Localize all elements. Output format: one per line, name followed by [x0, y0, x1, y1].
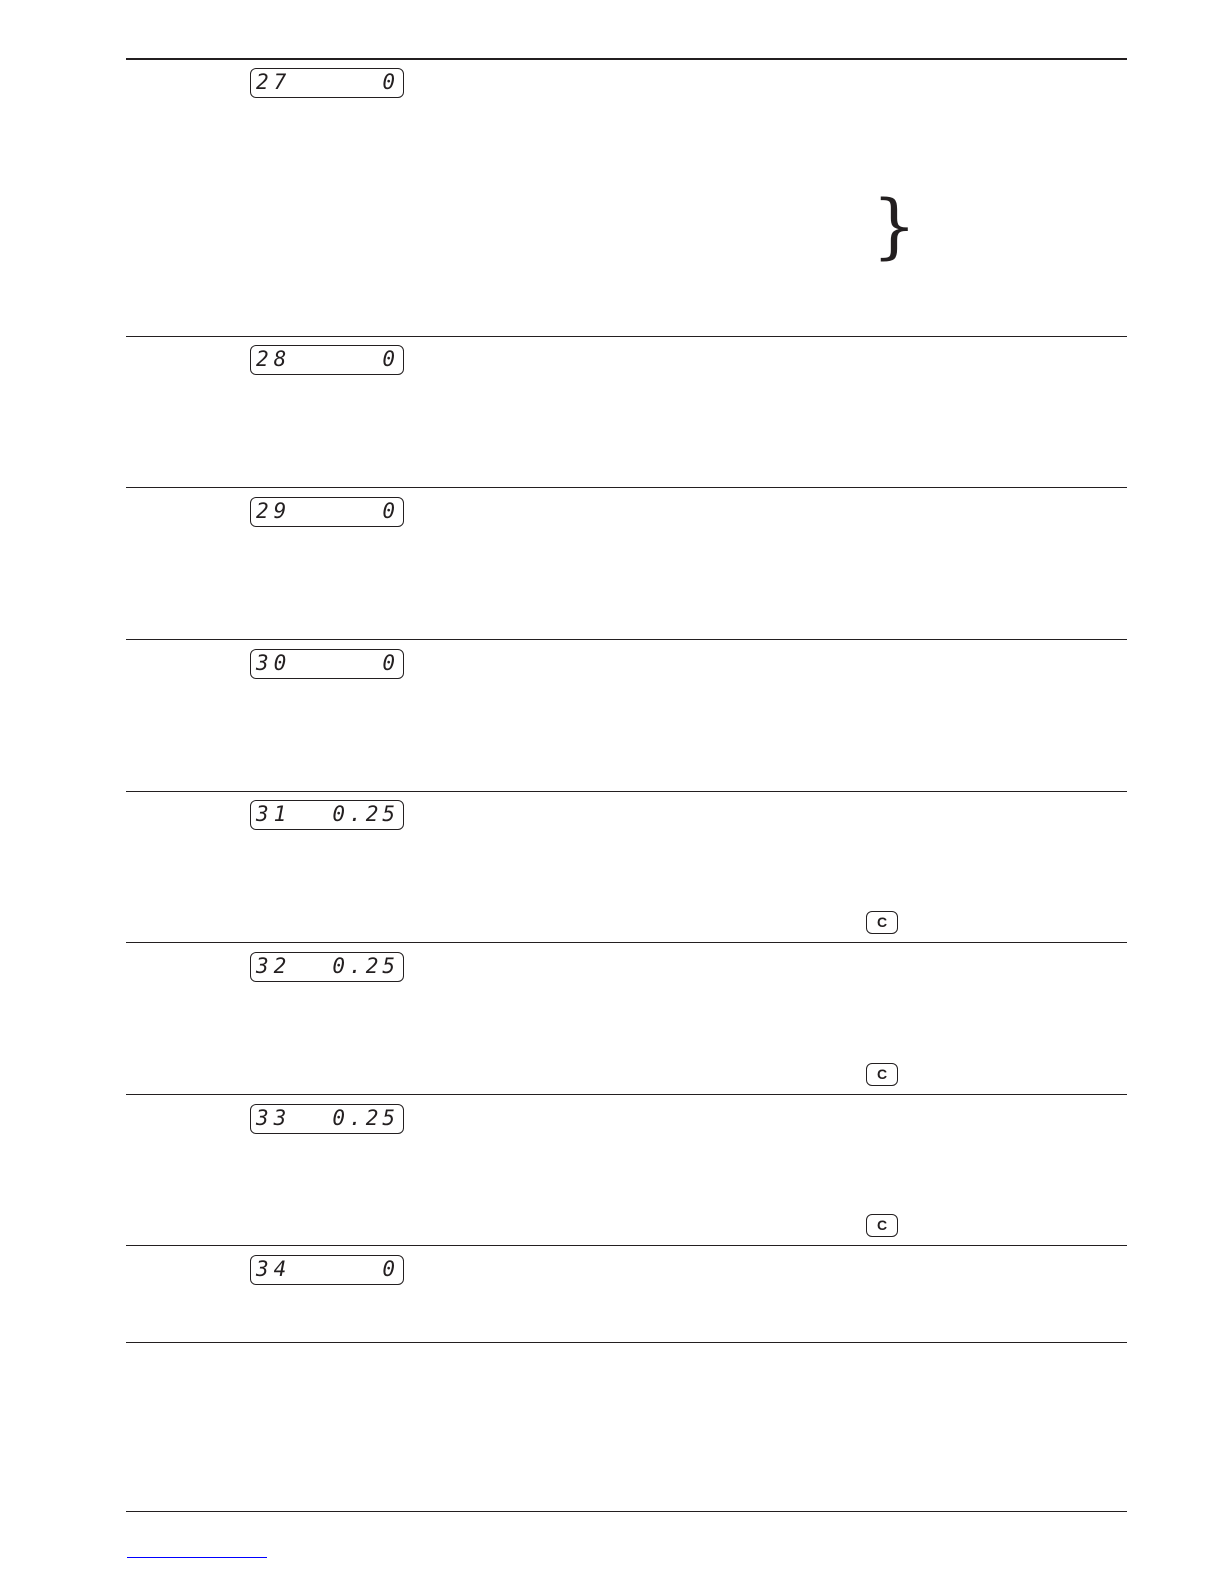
- parameter-value: 0: [382, 347, 399, 371]
- parameter-value: 0: [382, 651, 399, 675]
- row-divider: [126, 942, 1127, 943]
- parameter-value: 0: [382, 1257, 399, 1281]
- top-rule: [126, 58, 1127, 60]
- curly-brace: }: [872, 185, 917, 267]
- lcd-display-33: [250, 1104, 404, 1134]
- footer-link[interactable]: [127, 1557, 267, 1558]
- c-key-button[interactable]: C: [866, 1063, 898, 1086]
- parameter-value: 0.25: [332, 1106, 399, 1130]
- c-key-button[interactable]: C: [866, 911, 898, 934]
- row-divider: [126, 791, 1127, 792]
- row-divider: [126, 336, 1127, 337]
- parameter-value: 0.25: [332, 802, 399, 826]
- row-divider: [126, 639, 1127, 640]
- row-divider: [126, 1245, 1127, 1246]
- parameter-code: 29: [256, 499, 292, 523]
- row-divider: [126, 1094, 1127, 1095]
- parameter-code: 33: [256, 1106, 292, 1130]
- lcd-display-29: [250, 497, 404, 527]
- parameter-value: 0: [382, 499, 399, 523]
- parameter-code: 30: [256, 651, 292, 675]
- parameter-code: 28: [256, 347, 292, 371]
- lcd-display-32: [250, 952, 404, 982]
- row-divider: [126, 487, 1127, 488]
- parameter-code: 27: [256, 70, 292, 94]
- parameter-value: 0: [382, 70, 399, 94]
- c-key-button[interactable]: C: [866, 1214, 898, 1237]
- lcd-display-30: [250, 649, 404, 679]
- lcd-display-34: [250, 1255, 404, 1285]
- parameter-code: 32: [256, 954, 292, 978]
- lcd-display-28: [250, 345, 404, 375]
- lcd-display-27: [250, 68, 404, 98]
- row-divider: [126, 1342, 1127, 1343]
- parameter-value: 0.25: [332, 954, 399, 978]
- lcd-display-31: [250, 800, 404, 830]
- bottom-rule: [126, 1511, 1127, 1512]
- parameter-code: 31: [256, 802, 292, 826]
- parameter-code: 34: [256, 1257, 292, 1281]
